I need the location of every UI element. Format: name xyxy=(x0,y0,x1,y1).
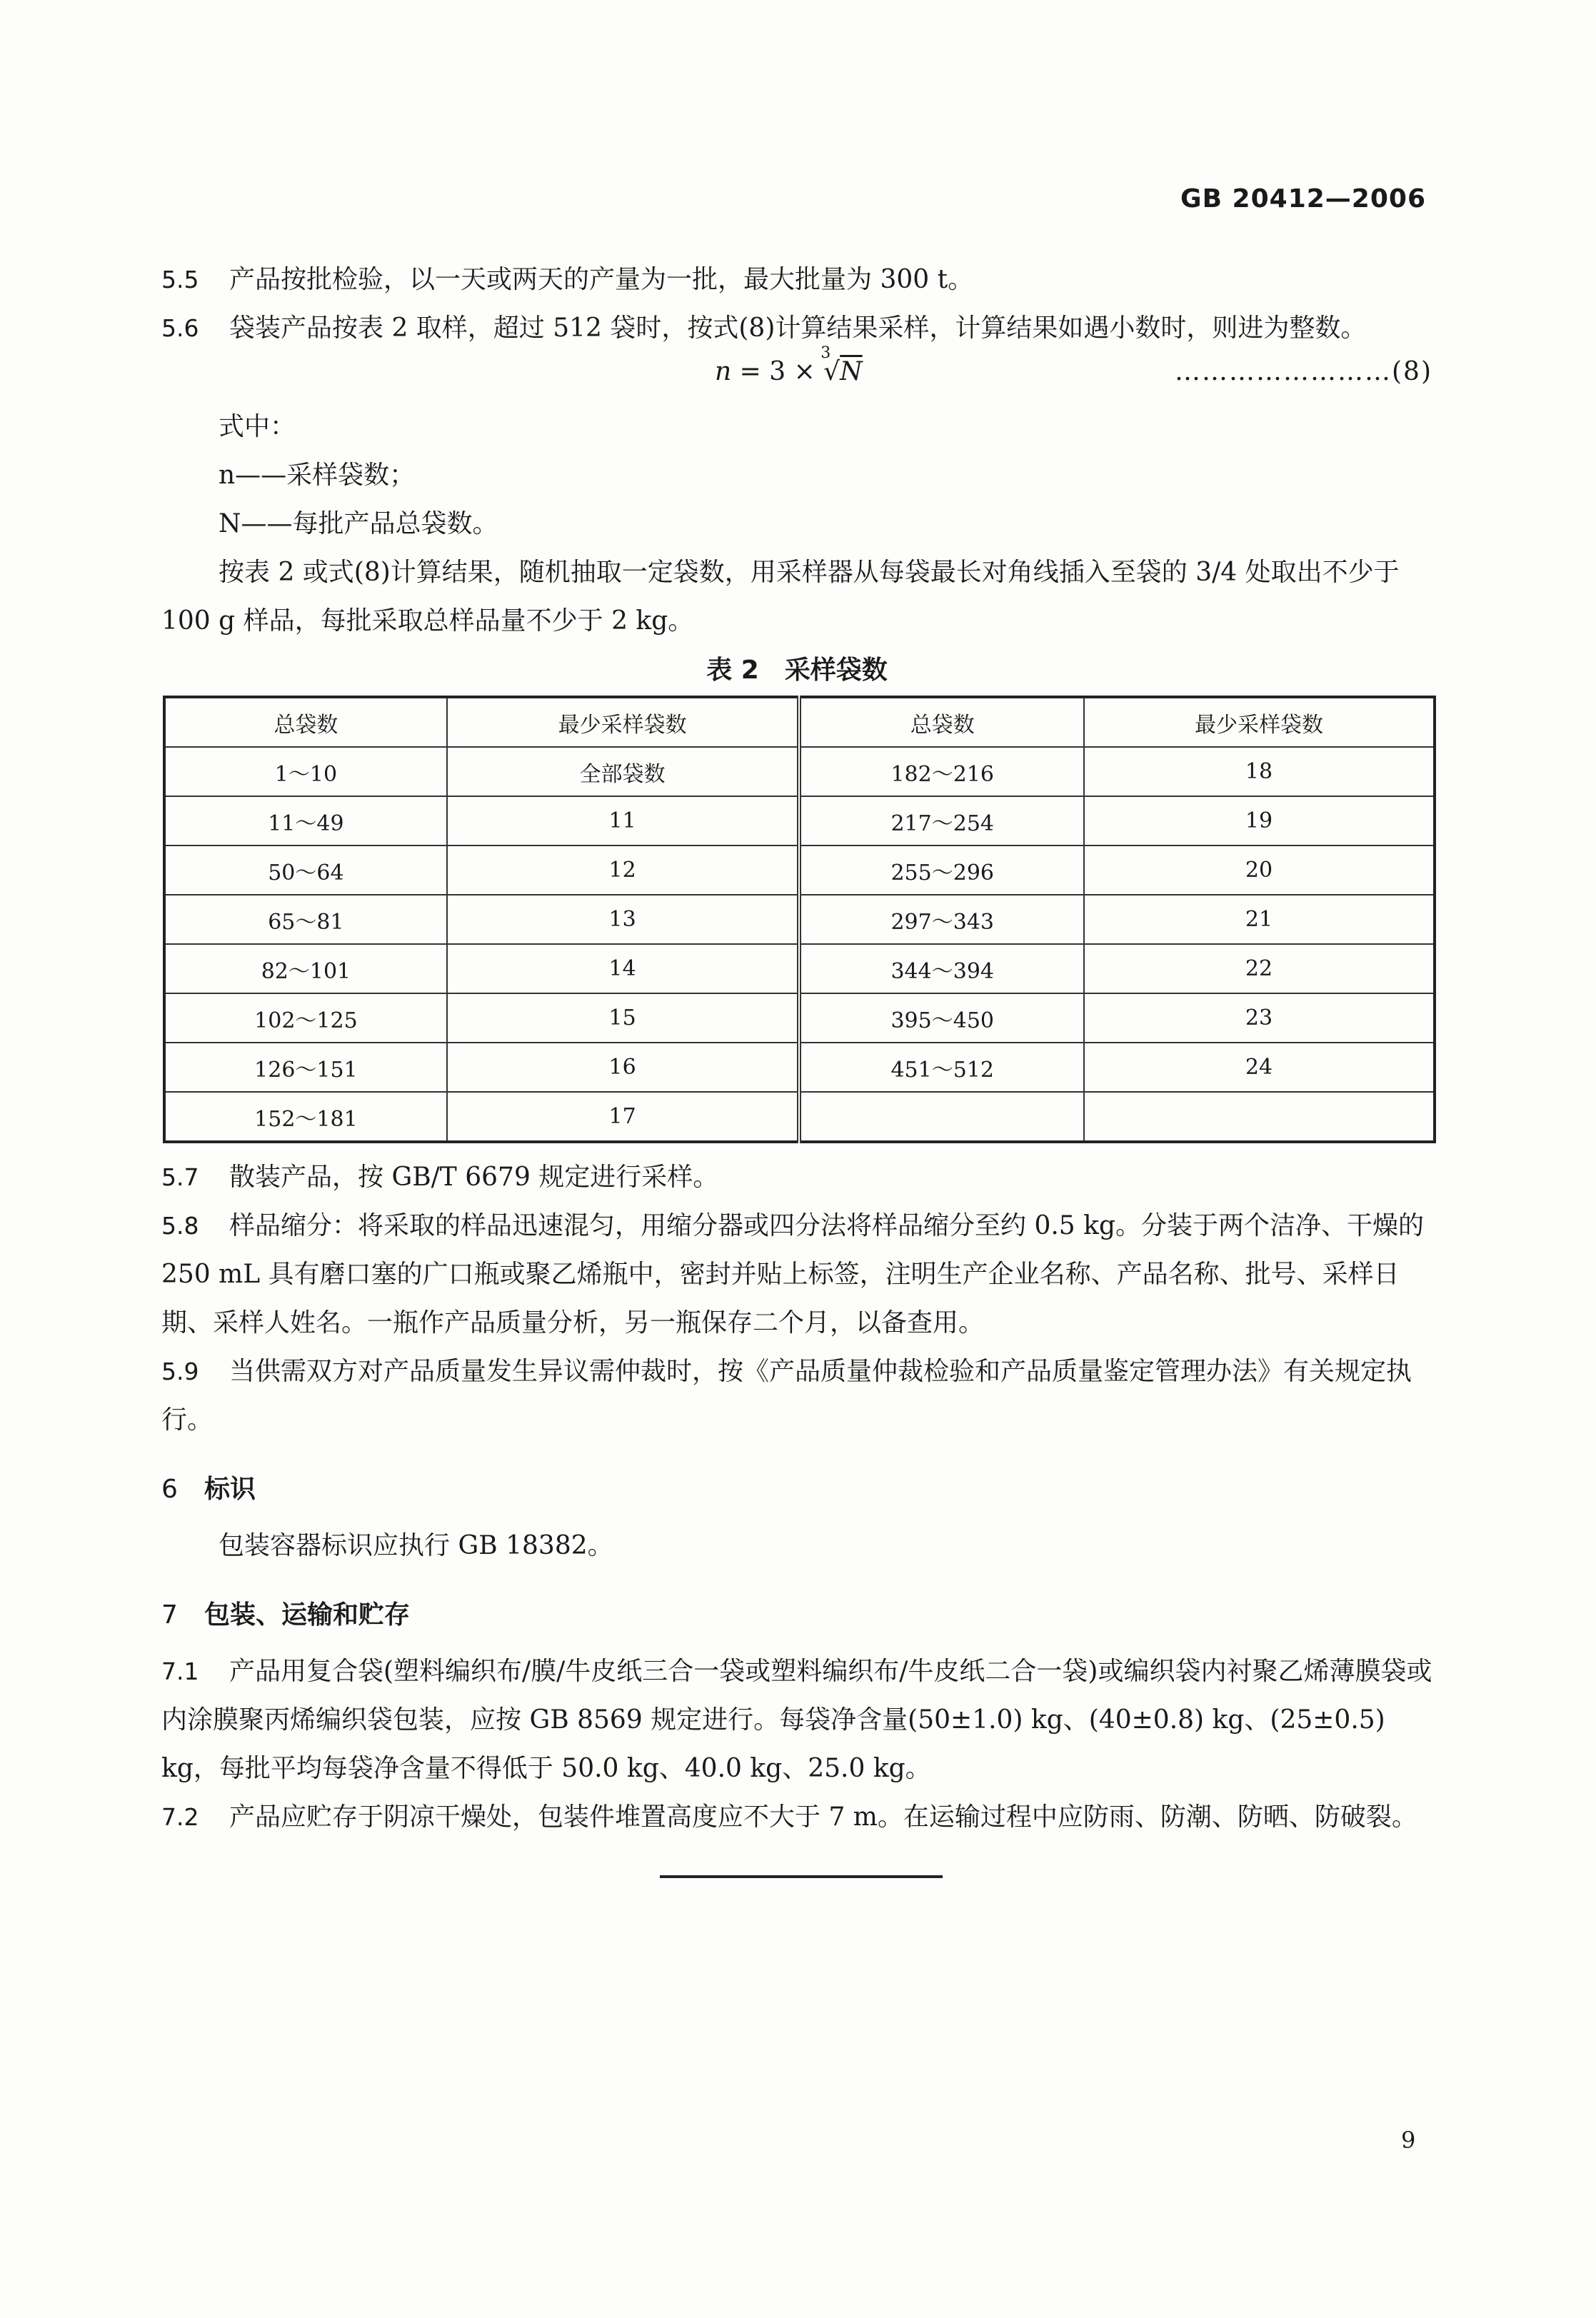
clause-number: 5.9 xyxy=(161,1358,199,1385)
clause-text: 样品缩分：将采取的样品迅速混匀，用缩分器或四分法将样品缩分至约 0.5 kg。分装于两个洁净、干燥的 250 mL 具有磨口塞的广口瓶或聚乙烯瓶中，密封并贴上标签，注明生产企业名称、产品名称、批号、采样日期、采样人姓名。一瓶作产品质量分析，另一瓶保存二个月，以备查用。 xyxy=(161,1211,1424,1338)
page-number: 9 xyxy=(1401,2127,1416,2154)
section-number: 7 xyxy=(161,1600,178,1630)
table-cell: 13 xyxy=(447,895,800,944)
section-title: 包装、运输和贮存 xyxy=(204,1600,411,1630)
clause-5-9 xyxy=(161,1348,1432,1445)
header-min-samples: 最少采样袋数 xyxy=(1084,697,1435,747)
table-row xyxy=(164,846,1435,895)
root-index: 3 xyxy=(820,344,831,362)
clause-number: 5.5 xyxy=(161,266,199,293)
clause-text: 产品按批检验，以一天或两天的产量为一批，最大批量为 300 t。 xyxy=(229,265,974,294)
clause-number: 7.1 xyxy=(161,1657,199,1685)
section-title: 标识 xyxy=(204,1475,256,1504)
clause-text: 产品用复合袋(塑料编织布/膜/牛皮纸三合一袋或塑料编织布/牛皮纸二合一袋)或编织袋内衬聚乙烯薄膜袋或内涂膜聚丙烯编织袋包装，应按 GB 8569 规定进行。每袋净含量(50±1.0) kg、(40±0.8) kg、(25±0.5) kg，每批平均每袋净含量不得低于 50.0 kg、40.0 kg、25.0 kg。 xyxy=(161,1657,1432,1783)
table-cell xyxy=(799,1092,1084,1142)
section-6-text: 包装容器标识应执行 GB 18382。 xyxy=(219,1531,613,1560)
clause-5-7 xyxy=(161,1153,1432,1202)
radicand: N xyxy=(840,357,863,386)
clause-7-1 xyxy=(161,1647,1432,1793)
clause-text: 产品应贮存于阴凉干燥处，包装件堆置高度应不大于 7 m。在运输过程中应防雨、防潮、防晒、防破裂。 xyxy=(229,1802,1417,1832)
clause-5-8 xyxy=(161,1202,1432,1348)
table-cell: 14 xyxy=(447,944,800,993)
clause-number: 5.7 xyxy=(161,1163,199,1191)
table-cell: 395～450 xyxy=(799,993,1084,1043)
table-cell: 11～49 xyxy=(164,796,447,846)
table-cell: 65～81 xyxy=(164,895,447,944)
clause-number: 5.8 xyxy=(161,1212,199,1240)
table-cell: 16 xyxy=(447,1043,800,1092)
sampling-paragraph: 按表 2 或式(8)计算结果，随机抽取一定袋数，用采样器从每袋最长对角线插入至袋的 3/4 处取出不少于 100 g 样品，每批采取总样品量不少于 2 kg。 xyxy=(161,558,1400,636)
table-cell: 451～512 xyxy=(799,1043,1084,1092)
table-cell: 22 xyxy=(1084,944,1435,993)
table-row xyxy=(164,944,1435,993)
equation-number: ……………………(8) xyxy=(1175,357,1432,386)
table-cell: 344～394 xyxy=(799,944,1084,993)
table-cell: 182～216 xyxy=(799,747,1084,796)
standard-code: GB 20412—2006 xyxy=(1180,184,1426,214)
table-cell: 50～64 xyxy=(164,846,447,895)
table-cell xyxy=(1084,1092,1435,1142)
where-N: N——每批产品总袋数。 xyxy=(219,509,498,538)
table-cell: 82～101 xyxy=(164,944,447,993)
table-row xyxy=(164,1043,1435,1092)
table-cell: 21 xyxy=(1084,895,1435,944)
table-cell: 1～10 xyxy=(164,747,447,796)
table-cell: 全部袋数 xyxy=(447,747,800,796)
header-min-samples: 最少采样袋数 xyxy=(447,697,800,747)
table-cell: 12 xyxy=(447,846,800,895)
table-row xyxy=(164,1092,1435,1142)
table-cell: 15 xyxy=(447,993,800,1043)
clause-number: 5.6 xyxy=(161,314,199,342)
clause-5-5 xyxy=(161,256,1432,304)
section-7-heading xyxy=(161,1590,1432,1640)
table-cell: 102～125 xyxy=(164,993,447,1043)
clause-text: 当供需双方对产品质量发生异议需仲裁时，按《产品质量仲裁检验和产品质量鉴定管理办法》有关规定执行。 xyxy=(161,1357,1412,1435)
formula-expression xyxy=(715,344,863,386)
table-cell: 17 xyxy=(447,1092,800,1142)
table-cell: 24 xyxy=(1084,1043,1435,1092)
table-cell: 23 xyxy=(1084,993,1435,1043)
formula-lhs: n xyxy=(715,357,732,386)
clause-text: 袋装产品按表 2 取样，超过 512 袋时，按式(8)计算结果采样，计算结果如遇小数时，则进为整数。 xyxy=(229,313,1367,343)
section-number: 6 xyxy=(161,1475,178,1504)
clause-7-2 xyxy=(161,1793,1432,1842)
table-cell: 126～151 xyxy=(164,1043,447,1092)
header-total-bags: 总袋数 xyxy=(164,697,447,747)
where-label: 式中： xyxy=(219,412,296,441)
clause-text: 散装产品，按 GB/T 6679 规定进行采样。 xyxy=(229,1163,719,1192)
table-row xyxy=(164,796,1435,846)
table-title: 表 2 采样袋数 xyxy=(706,656,888,685)
cube-root: 3 √ xyxy=(820,344,840,386)
table-row xyxy=(164,747,1435,796)
table-cell: 18 xyxy=(1084,747,1435,796)
table-cell: 255～296 xyxy=(799,846,1084,895)
header-total-bags: 总袋数 xyxy=(799,697,1084,747)
clause-number: 7.2 xyxy=(161,1803,199,1831)
table-cell: 11 xyxy=(447,796,800,846)
end-rule xyxy=(660,1875,943,1878)
formula-8 xyxy=(161,344,1432,403)
page-content xyxy=(161,256,1432,1842)
table-cell: 20 xyxy=(1084,846,1435,895)
table-cell: 217～254 xyxy=(799,796,1084,846)
sampling-table xyxy=(163,696,1436,1143)
table-row xyxy=(164,895,1435,944)
formula-eq: = 3 × xyxy=(731,357,824,386)
table-cell: 19 xyxy=(1084,796,1435,846)
clause-5-6 xyxy=(161,304,1432,353)
where-n: n——采样袋数； xyxy=(219,461,416,490)
table-header-row xyxy=(164,697,1435,747)
table-row xyxy=(164,993,1435,1043)
table-cell: 297～343 xyxy=(799,895,1084,944)
table-cell: 152～181 xyxy=(164,1092,447,1142)
section-6-heading xyxy=(161,1465,1432,1515)
